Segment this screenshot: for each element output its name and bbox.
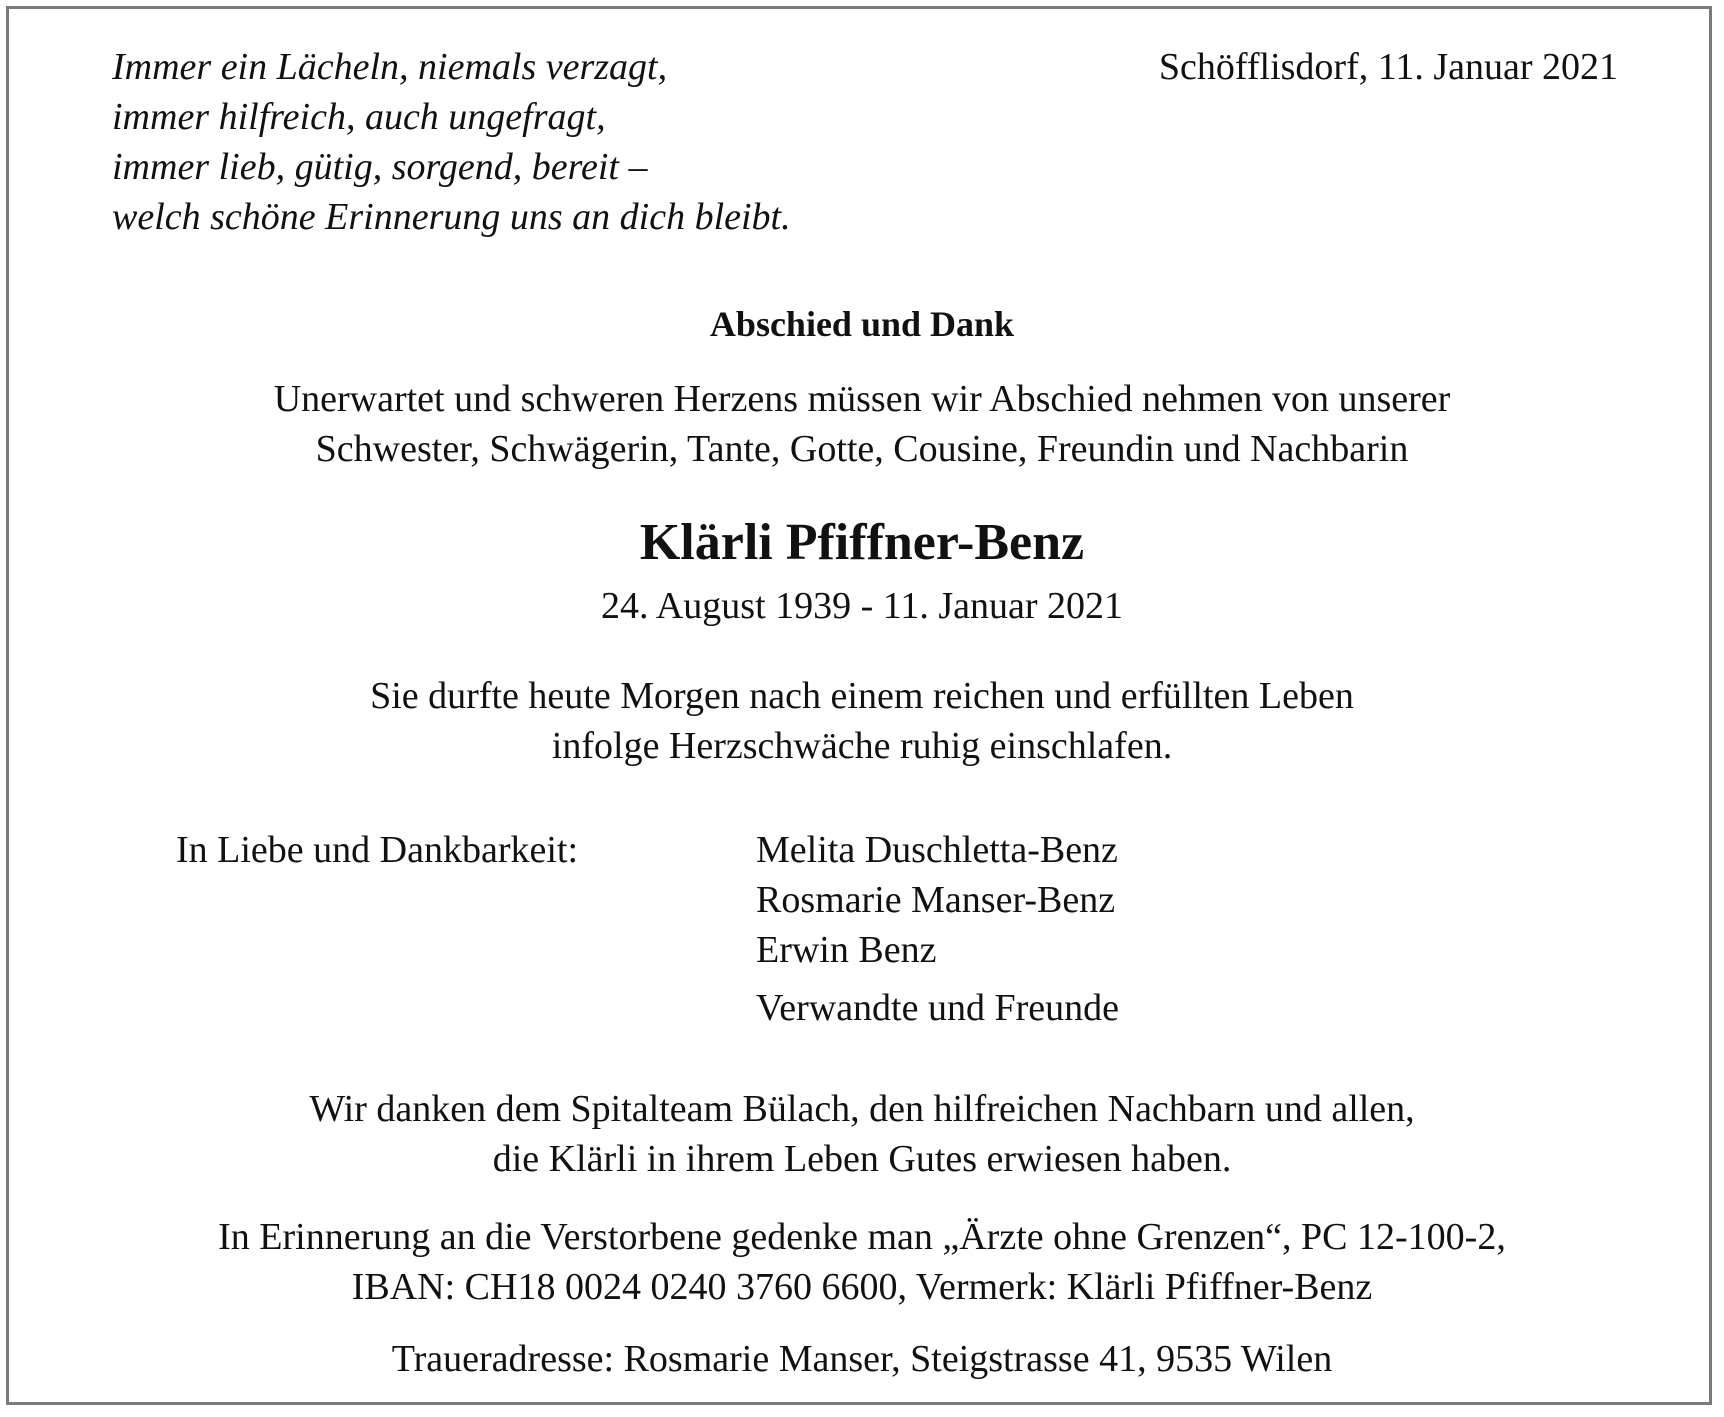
- poem-line: Immer ein Lächeln, niemals verzagt,: [112, 46, 668, 88]
- notice-heading: Abschied und Dank: [709, 304, 1015, 344]
- mourner-name: Erwin Benz: [756, 929, 937, 971]
- passing-line: Sie durfte heute Morgen nach einem reichen und erfüllten Leben: [370, 675, 1354, 717]
- poem-line: immer lieb, gütig, sorgend, bereit –: [112, 146, 648, 188]
- mourning-address: Traueradresse: Rosmarie Manser, Steigstrasse 41, 9535 Wilen: [391, 1338, 1333, 1380]
- mourners-list: [756, 825, 1119, 1033]
- mourner-name: Melita Duschletta-Benz: [756, 829, 1118, 871]
- place-date: Schöfflisdorf, 11. Januar 2021: [1158, 46, 1618, 88]
- life-dates: 24. August 1939 - 11. Januar 2021: [600, 585, 1124, 627]
- thanks-text: [0, 1084, 1724, 1184]
- thanks-line: Wir danken dem Spitalteam Bülach, den hilfreichen Nachbarn und allen,: [309, 1088, 1415, 1130]
- intro-line: Schwester, Schwägerin, Tante, Gotte, Cousine, Freundin und Nachbarin: [315, 428, 1409, 470]
- passing-line: infolge Herzschwäche ruhig einschlafen.: [551, 725, 1173, 767]
- deceased-name: Klärli Pfiffner-Benz: [639, 514, 1085, 571]
- intro-line: Unerwartet und schweren Herzens müssen wir Abschied nehmen von unserer: [273, 378, 1451, 420]
- thanks-line: die Klärli in ihrem Leben Gutes erwiesen haben.: [492, 1138, 1232, 1180]
- mourner-relatives: Verwandte und Freunde: [756, 987, 1120, 1029]
- intro-text: [0, 374, 1724, 474]
- donation-line: In Erinnerung an die Verstorbene gedenke man „Ärzte ohne Grenzen“, PC 12-100-2,: [218, 1216, 1506, 1258]
- mourners-label: In Liebe und Dankbarkeit:: [176, 829, 579, 871]
- passing-text: [0, 671, 1724, 771]
- donation-line: IBAN: CH18 0024 0240 3760 6600, Vermerk: Klärli Pfiffner-Benz: [351, 1266, 1373, 1308]
- donation-text: [0, 1212, 1724, 1312]
- memorial-poem: [112, 42, 791, 242]
- mourner-name: Rosmarie Manser-Benz: [756, 879, 1116, 921]
- poem-line: welch schöne Erinnerung uns an dich bleibt.: [112, 196, 791, 238]
- poem-line: immer hilfreich, auch ungefragt,: [112, 96, 606, 138]
